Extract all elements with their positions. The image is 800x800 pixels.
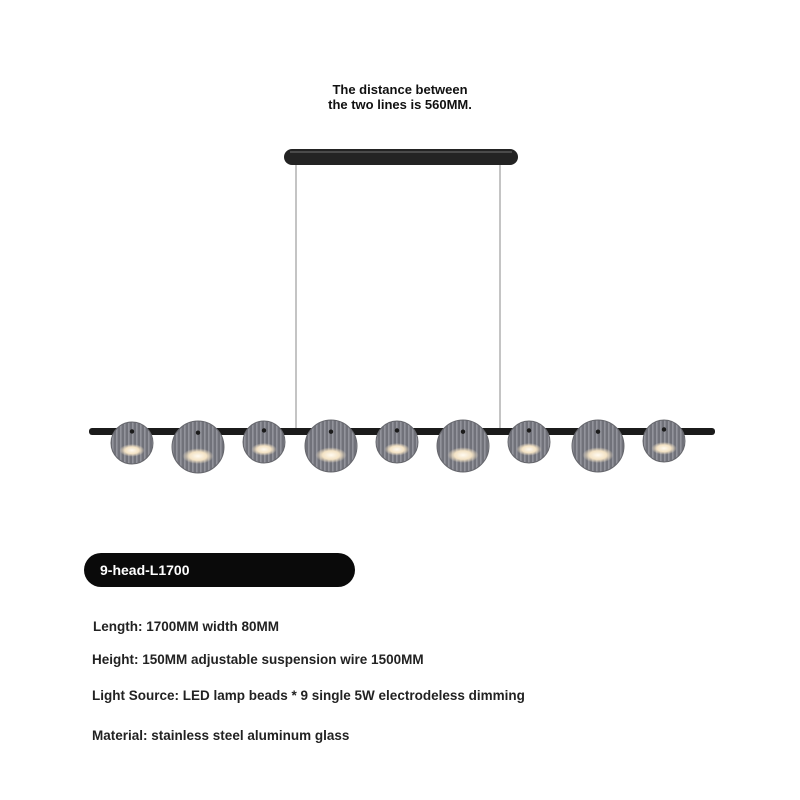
lamp-heads [111, 420, 685, 473]
lamp-head-6 [437, 420, 489, 472]
lamp-head-8 [572, 420, 624, 472]
model-label: 9-head-L1700 [84, 553, 355, 587]
lamp-head-3 [243, 421, 285, 463]
spec-material: Material: stainless steel aluminum glass [92, 728, 350, 743]
lamp-head-4 [305, 420, 357, 472]
lamp-head-9 [643, 420, 685, 462]
spec-height: Height: 150MM adjustable suspension wire 1500MM [92, 652, 424, 667]
lamp-head-1 [111, 422, 153, 464]
distance-note-line-1: The distance between [332, 82, 468, 97]
distance-note-line-2: the two lines is 560MM. [328, 97, 472, 112]
lamp-head-5 [376, 421, 418, 463]
lamp-head-2 [172, 421, 224, 473]
lamp-head-7 [508, 421, 550, 463]
spec-length: Length: 1700MM width 80MM [93, 619, 280, 634]
spec-light-source: Light Source: LED lamp beads * 9 single 5W electrodeless dimming [92, 688, 525, 703]
